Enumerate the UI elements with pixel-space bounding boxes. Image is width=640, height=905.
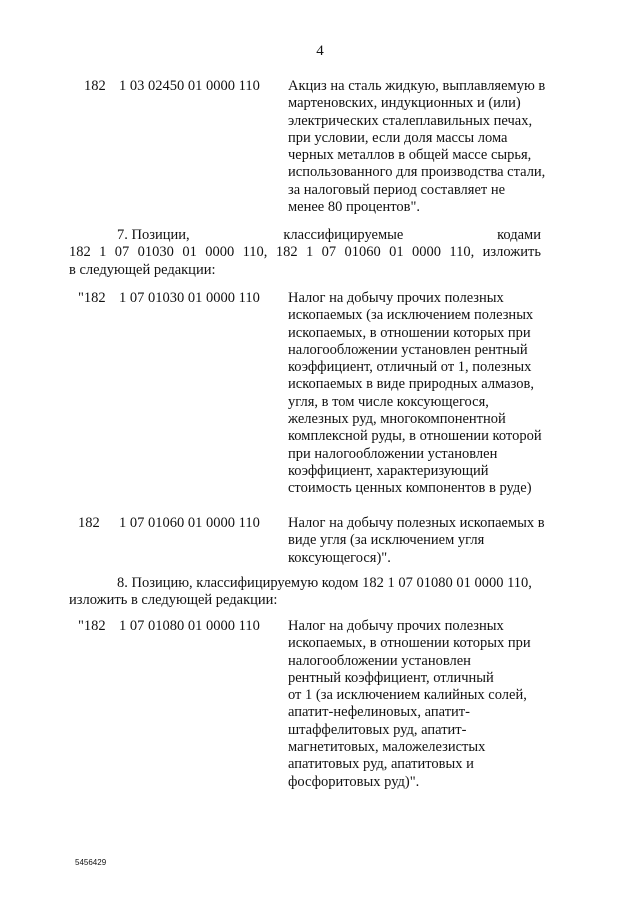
paragraph-8-line-1: 8. Позицию, классифицируемую кодом 182 1 07 01080 01 0000 110, xyxy=(117,575,532,591)
footer-code: 5456429 xyxy=(75,858,107,867)
code-admin: "182 xyxy=(78,290,106,306)
entry-description: Акциз на сталь жидкую, выплавляемую в мартеновских, индукционных и (или) электрических сталеплавильных печах, при условии, если доля массы лома черных металлов в общей массе сырья, использованного для производства стали, за налоговый период составляет не менее 80 процентов". xyxy=(288,78,546,216)
paragraph-7-line-2: 182 1 07 01030 01 0000 110, 182 1 07 01060 01 0000 110, изложить xyxy=(69,244,541,261)
entry-description: Налог на добычу прочих полезных ископаемых, в отношении которых при налогообложении установлен рентный коэффициент, отличный от 1 (за исключением калийных солей, апатит-нефелиновых, апатит- штаффелитовых руд, апатит- магнетитовых, маложелезистых апатитовых руд, апатитовых и фосфоритовых руд)". xyxy=(288,618,531,790)
page-number: 4 xyxy=(316,43,324,59)
entry-description: Налог на добычу полезных ископаемых в виде угля (за исключением угля коксующегося)". xyxy=(288,515,545,566)
paragraph-7 xyxy=(69,227,541,279)
paragraph-8-line-2: изложить в следующей редакции: xyxy=(69,592,278,609)
paragraph-8 xyxy=(69,575,541,610)
paragraph-7-line-1: 7. Позиции, классифицируемые кодами xyxy=(117,227,541,243)
entry-description: Налог на добычу прочих полезных ископаемых (за исключением полезных ископаемых, в отношении которых при налогообложении установлен рентный коэффициент, отличный от 1, полезных ископаемых в виде природных алмазов, угля, в том числе коксующегося, железных руд, многокомпонентной комплексной руды, в отношении которой при налогообложении установлен коэффициент, характеризующий стоимость ценных компонентов в руде) xyxy=(288,290,542,497)
code-kbk: 1 07 01080 01 0000 110 xyxy=(119,618,260,634)
code-kbk: 1 03 02450 01 0000 110 xyxy=(119,78,260,94)
code-kbk: 1 07 01030 01 0000 110 xyxy=(119,290,260,306)
code-admin: 182 xyxy=(84,78,106,94)
code-kbk: 1 07 01060 01 0000 110 xyxy=(119,515,260,531)
paragraph-7-line-3: в следующей редакции: xyxy=(69,261,216,278)
code-admin: "182 xyxy=(78,618,106,634)
code-admin: 182 xyxy=(78,515,100,531)
